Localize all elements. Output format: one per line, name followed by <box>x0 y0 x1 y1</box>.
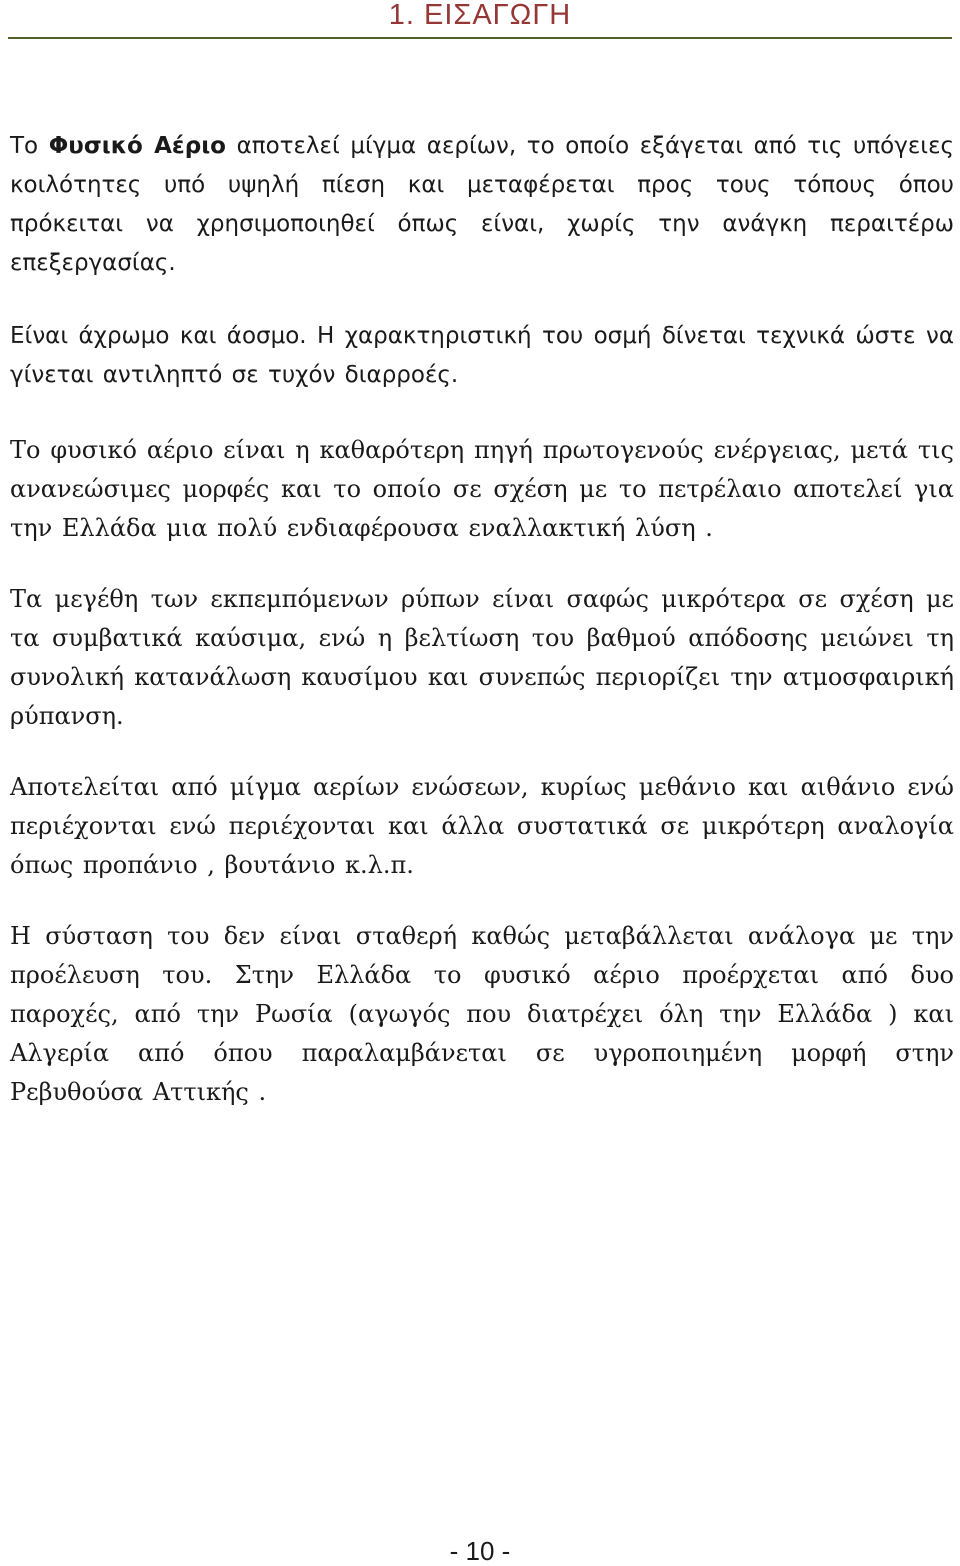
paragraph-intro <box>10 127 954 283</box>
paragraph-intro-lead: Το <box>10 133 49 159</box>
natural-gas-term: Φυσικό Αέριο <box>48 133 226 159</box>
paragraph-composition: Αποτελείται από μίγμα αερίων ενώσεων, κυρίως μεθάνιο και αιθάνιο ενώ περιέχονται ενώ περιέχονται και άλλα συστατικά σε μικρότερη αναλογία όπως προπάνιο , βουτάνιο κ.λ.π. <box>10 773 954 879</box>
paragraph-clean-energy: Το φυσικό αέριο είναι η καθαρότερη πηγή πρωτογενούς ενέργειας, μετά τις ανανεώσιμες μορφές και το οποίο σε σχέση με το πετρέλαιο αποτελεί για την Ελλάδα μια πολύ ενδιαφέρουσα εναλλακτική λύση . <box>10 436 954 542</box>
heading-divider <box>8 37 952 39</box>
page-number: - 10 - <box>449 1536 511 1566</box>
paragraph-properties: Είναι άχρωμο και άοσμο. Η χαρακτηριστική του οσμή δίνεται τεχνικά ώστε να γίνεται αντιληπτό σε τυχόν διαρροές. <box>10 323 954 388</box>
chapter-heading: 1. ΕΙΣΑΓΩΓΗ <box>388 0 572 31</box>
paragraph-intro-rest: αποτελεί μίγμα αερίων, το οποίο εξάγεται από τις υπόγειες κοιλότητες υπό υψηλή πίεση και μεταφέρεται προς τους τόπους όπου πρόκειται να χρησιμοποιηθεί όπως είναι, χωρίς την ανάγκη περαιτέρω επεξεργασίας. <box>10 133 955 276</box>
paragraph-origin: Η σύσταση του δεν είναι σταθερή καθώς μεταβάλλεται ανάλογα με την προέλευση του. Στην Ελλάδα το φυσικό αέριο προέρχεται από δυο παροχές, από την Ρωσία (αγωγός που διατρέχει όλη την Ελλάδα ) και Αλγερία από όπου παραλαμβάνεται σε υγροποιημένη μορφή στην Ρεβυθούσα Αττικής . <box>10 922 954 1106</box>
paragraph-emissions: Τα μεγέθη των εκπεμπόμενων ρύπων είναι σαφώς μικρότερα σε σχέση με τα συμβατικά καύσιμα, ενώ η βελτίωση του βαθμού απόδοσης μειώνει τη συνολική κατανάλωση καυσίμου και συνεπώς περιορίζει την ατμοσφαιρική ρύπανση. <box>10 585 954 730</box>
